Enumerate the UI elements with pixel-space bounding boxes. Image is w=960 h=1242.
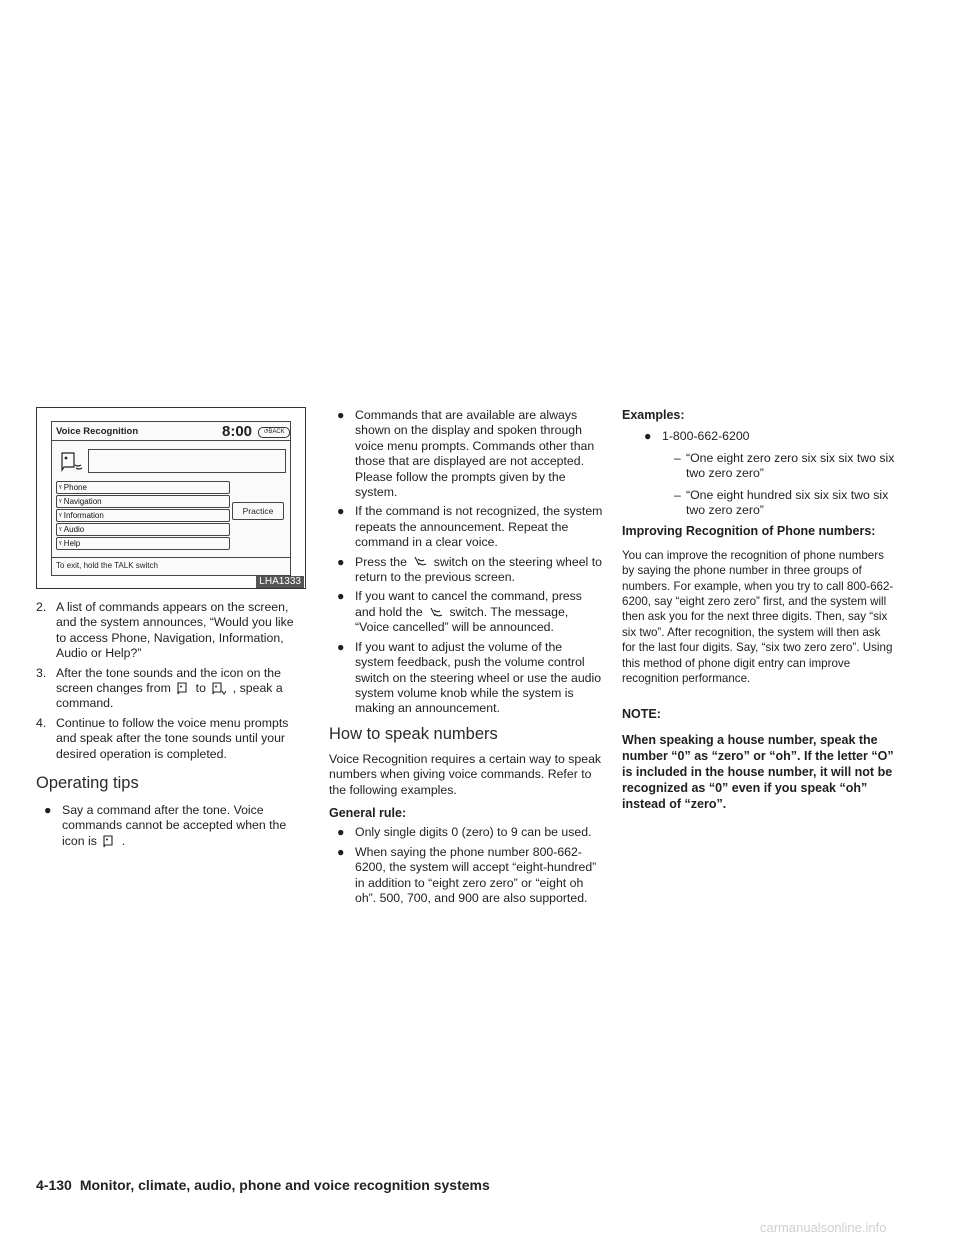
step-3 <box>36 666 306 712</box>
watermark: carmanualsonline.info <box>760 1220 887 1235</box>
figure-exit-text: To exit, hold the TALK switch <box>56 561 158 570</box>
column-1 <box>36 600 306 853</box>
step-2 <box>36 600 306 662</box>
rule-2 <box>329 845 603 907</box>
talk-switch-icon <box>412 555 428 569</box>
figure-menu-audio: ᵞ Audio <box>56 523 230 536</box>
dash: – <box>674 450 681 465</box>
step-text-pre: After the tone sounds and the icon on the screen changes from <box>56 665 281 696</box>
step-number: 3. <box>36 665 47 680</box>
talk-icon: ᵞ <box>59 525 64 534</box>
improving-body: You can improve the recognition of phone numbers by saying the phone number in three groups of numbers. For example, when you try to call 800-662-6200, say “eight zero zero” first, and the system will then ask you for the next three digits. Then, say “six six two”. After recognition, the system will then ask for the last four digits. Say, “six two zero zero”. Using this method of phone digit entry can improve recognition performance. <box>622 548 894 686</box>
variant-text: “One eight zero zero six six six two six two zero zero” <box>686 450 895 481</box>
tip-text-post: switch. The message, “Voice cancelled” will be announced. <box>355 604 569 635</box>
step-number: 2. <box>36 600 47 614</box>
step-text-post: , speak a command. <box>56 681 283 711</box>
numbers-intro: Voice Recognition requires a certain way to speak numbers when giving voice commands. Refer to the following examples. <box>329 751 602 797</box>
back-arrow-icon: ↺ <box>263 429 269 435</box>
talk-icon: ᵞ <box>59 497 64 506</box>
bullet: ● <box>337 408 345 422</box>
rule-text: When saying the phone number 800-662-6200, the system will accept “eight-hundred” in addition to “eight zero zero” or “eight oh oh”. 500, 700, and 900 are also supported. <box>355 844 597 905</box>
voice-prompt-icon <box>60 451 86 475</box>
bullet: ● <box>337 825 345 840</box>
bullet: ● <box>337 639 345 654</box>
talk-icon: ᵞ <box>59 483 64 492</box>
bullet: ● <box>337 504 345 519</box>
figure-practice-button: Practice <box>232 502 284 520</box>
note-body: When speaking a house number, speak the number “0” as “zero” or “oh”. If the letter “O” is included in the house number, it will not be recognized as “0” even if you speak “oh” instead of “zero”. <box>622 732 894 811</box>
figure-clock: 8:00 <box>222 423 253 440</box>
talk-switch-icon <box>428 606 444 620</box>
figure-menu-information: ᵞ Information <box>56 509 230 522</box>
example-item <box>622 429 896 444</box>
column-2 <box>329 408 603 910</box>
bullet: ● <box>44 803 52 818</box>
variant-text: “One eight hundred six six six two six two zero zero” <box>686 487 889 518</box>
operating-tips-heading: Operating tips <box>36 774 139 793</box>
figure-code: LHA1333 <box>256 576 304 588</box>
figure-back-button <box>258 427 290 438</box>
column-3 <box>622 408 896 812</box>
bullet: ● <box>644 429 652 444</box>
tip-text: Commands that are available are always shown on the display and spoken through voice menu prompts. Commands other than those that are displayed are not accepted. Please follow the prompts given by the system. <box>355 408 595 500</box>
talk-icon: ᵞ <box>59 539 64 548</box>
dash: – <box>674 487 681 502</box>
rule-text: Only single digits 0 (zero) to 9 can be used. <box>355 825 592 840</box>
tip-3 <box>329 504 603 550</box>
step-number: 4. <box>36 715 47 730</box>
step-text-mid: to <box>195 681 206 696</box>
tip-4 <box>329 555 603 586</box>
figure-menu-help: ᵞ Help <box>56 537 230 550</box>
bullet: ● <box>337 554 345 569</box>
tip-text: If the command is not recognized, the system repeats the announcement. Repeat the command in a clear voice. <box>355 504 603 550</box>
example-number: 1-800-662-6200 <box>662 429 750 444</box>
bullet: ● <box>337 589 345 604</box>
step-4 <box>36 716 306 762</box>
tip-text-post: switch on the steering wheel to return to the previous screen. <box>355 554 602 585</box>
voice-listening-icon <box>211 682 227 696</box>
tip-2 <box>329 408 603 500</box>
general-rule-heading: General rule: <box>329 805 407 820</box>
voice-prompt-icon <box>176 682 190 696</box>
rule-1 <box>329 825 603 840</box>
tip-text-pre: Press the <box>355 554 407 569</box>
voice-recognition-figure <box>36 407 306 589</box>
figure-screen-title: Voice Recognition <box>56 426 139 437</box>
figure-back-label: BACK <box>268 429 285 435</box>
tip-text: Say a command after the tone. Voice commands cannot be accepted when the icon is <box>62 803 287 848</box>
step-text: Continue to follow the voice menu prompts and speak after the tone sounds until your desired operation is completed. <box>56 715 289 761</box>
figure-divider-bottom <box>52 557 290 558</box>
figure-screen <box>51 421 291 576</box>
page-footer <box>36 1177 490 1193</box>
page-number: 4-130 <box>36 1177 72 1193</box>
tip-text-pre: If you want to cancel the command, press and hold the <box>355 589 582 619</box>
tip-6 <box>329 640 603 717</box>
talk-icon: ᵞ <box>59 511 64 520</box>
how-to-speak-numbers-heading: How to speak numbers <box>329 724 498 743</box>
note-heading: NOTE: <box>622 706 661 721</box>
example-variant-2 <box>622 488 896 519</box>
tip-5 <box>329 589 603 635</box>
figure-prompt-box <box>88 449 286 473</box>
tip-text-end: . <box>121 833 126 848</box>
step-text: A list of commands appears on the screen, and the system announces, “Would you like to access Phone, Navigation, Information, Audio or Help?” <box>56 600 294 661</box>
figure-menu-navigation: ᵞ Navigation <box>56 495 230 508</box>
improving-heading: Improving Recognition of Phone numbers: <box>622 524 876 539</box>
figure-menu-phone: ᵞ Phone <box>56 481 230 494</box>
voice-prompt-icon <box>102 835 116 849</box>
example-variant-1 <box>622 451 896 482</box>
bullet: ● <box>337 844 345 859</box>
tip-1 <box>36 803 306 849</box>
chapter-title: Monitor, climate, audio, phone and voice recognition systems <box>79 1177 490 1193</box>
examples-heading: Examples: <box>622 408 685 422</box>
tip-text: If you want to adjust the volume of the system feedback, push the volume control switch on the steering wheel or use the audio system volume knob while the system is making an announcement. <box>355 639 602 716</box>
figure-divider <box>52 440 290 441</box>
